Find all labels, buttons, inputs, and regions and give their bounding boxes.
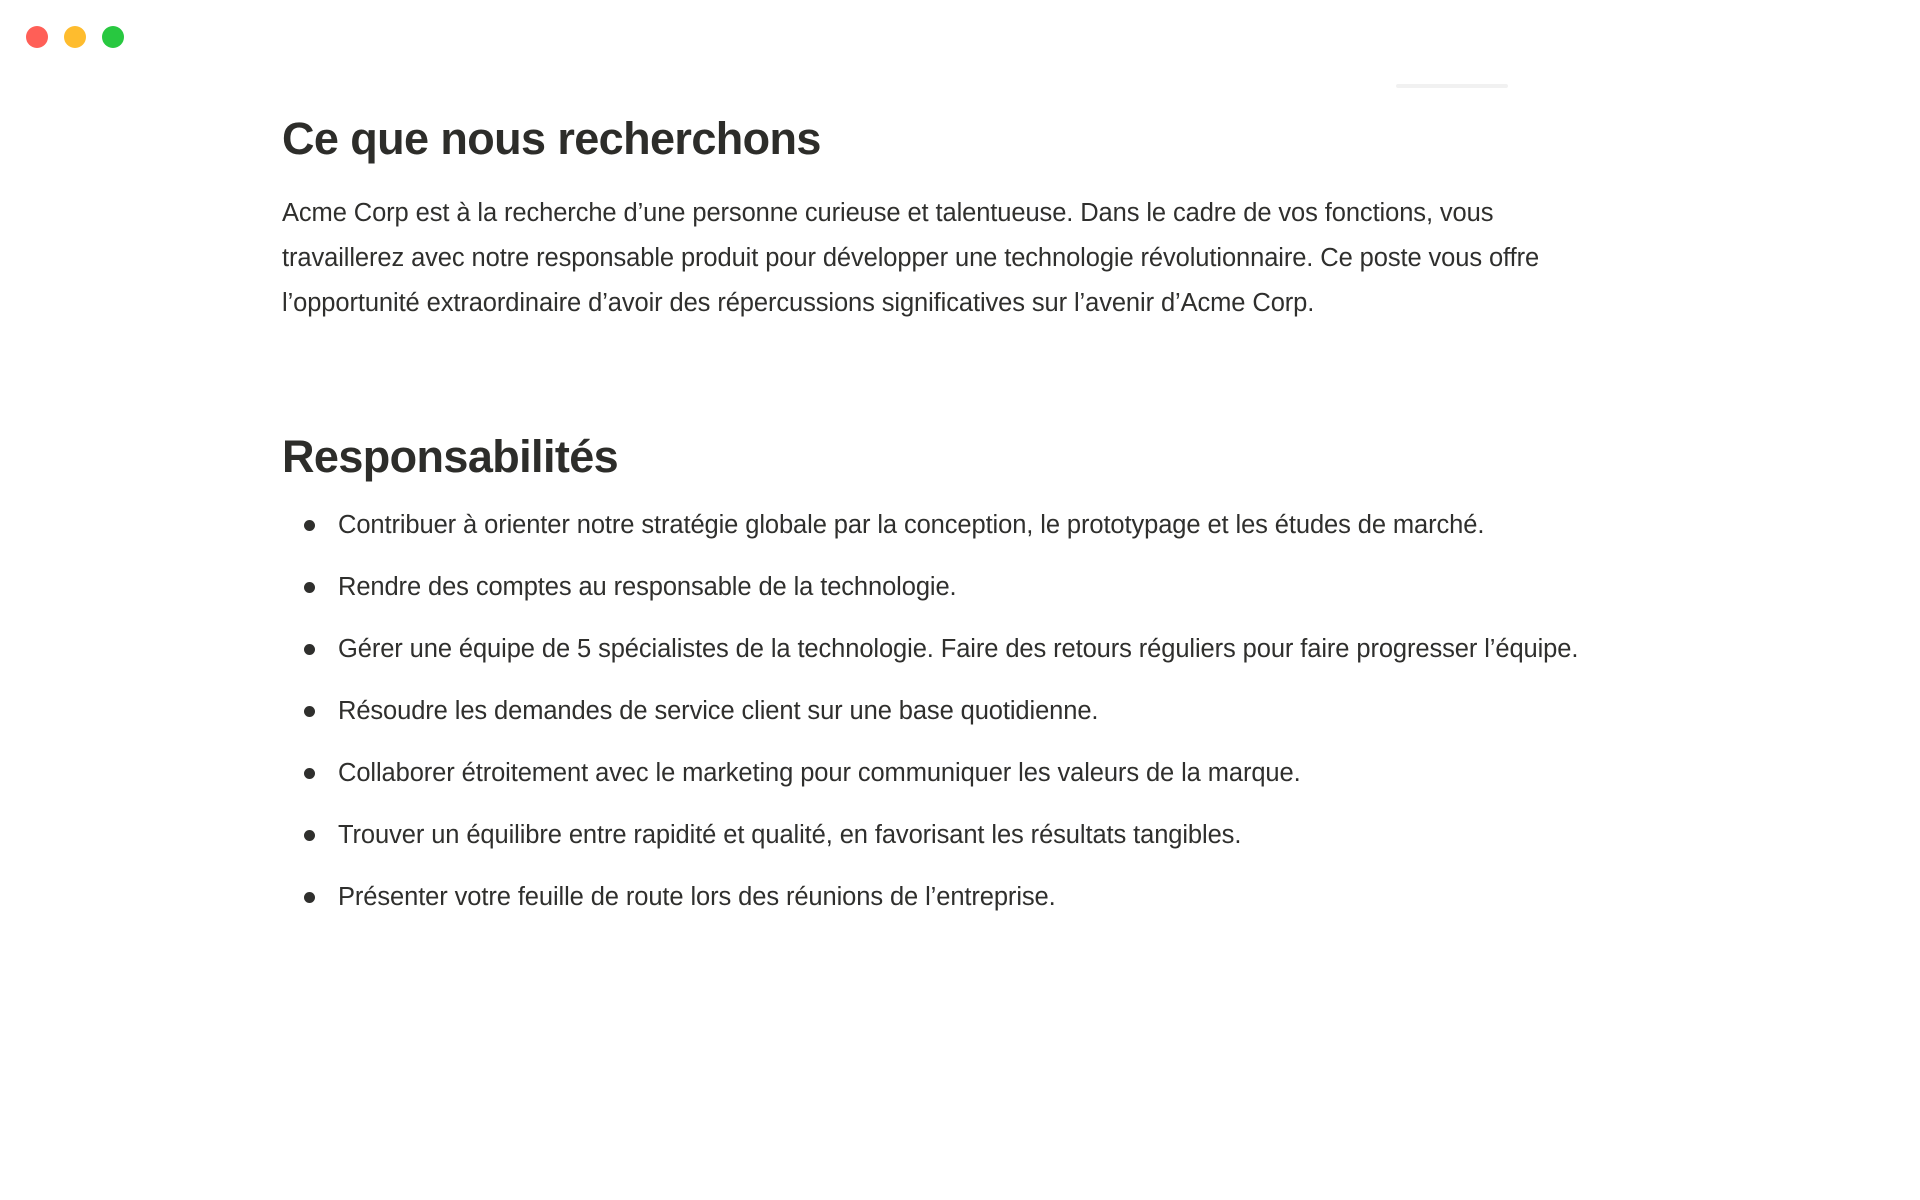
bullet-icon (304, 582, 315, 593)
section-paragraph-what-we-look-for: Acme Corp est à la recherche d’une personne curieuse et talentueuse. Dans le cadre de vos fonctions, vous travaillerez avec notre responsable produit pour développer une technologie révolutionnaire. Ce poste vous offre l’opportunité extraordinaire d’avoir des répercussions significatives sur l’avenir d’Acme Corp. (282, 199, 1540, 318)
document-column (282, 112, 1622, 920)
list-item-text: Contribuer à orienter notre stratégie globale par la conception, le prototypage et les études de marché. (338, 511, 1485, 540)
list-item-text: Gérer une équipe de 5 spécialistes de la technologie. Faire des retours réguliers pour faire progresser l’équipe. (338, 635, 1579, 664)
list-item-text: Collaborer étroitement avec le marketing pour communiquer les valeurs de la marque. (338, 759, 1301, 788)
bullet-icon (304, 830, 315, 841)
bullet-icon (304, 644, 315, 655)
bullet-icon (304, 892, 315, 903)
list-item-text: Résoudre les demandes de service client sur une base quotidienne. (338, 697, 1099, 726)
list-item (282, 565, 1582, 610)
list-item-text: Présenter votre feuille de route lors des réunions de l’entreprise. (338, 883, 1056, 912)
section-heading-what-we-look-for: Ce que nous recherchons (282, 113, 821, 164)
list-item (282, 751, 1582, 796)
bullet-icon (304, 520, 315, 531)
list-item (282, 503, 1582, 548)
list-item (282, 875, 1582, 920)
list-item-text: Trouver un équilibre entre rapidité et qualité, en favorisant les résultats tangibles. (338, 821, 1242, 850)
responsibilities-list (282, 503, 1622, 920)
list-item (282, 813, 1582, 858)
list-item-text: Rendre des comptes au responsable de la technologie. (338, 573, 957, 602)
list-item (282, 689, 1582, 734)
section-heading-responsibilities: Responsabilités (282, 431, 619, 483)
bullet-icon (304, 706, 315, 717)
bullet-icon (304, 768, 315, 779)
list-item (282, 627, 1582, 672)
